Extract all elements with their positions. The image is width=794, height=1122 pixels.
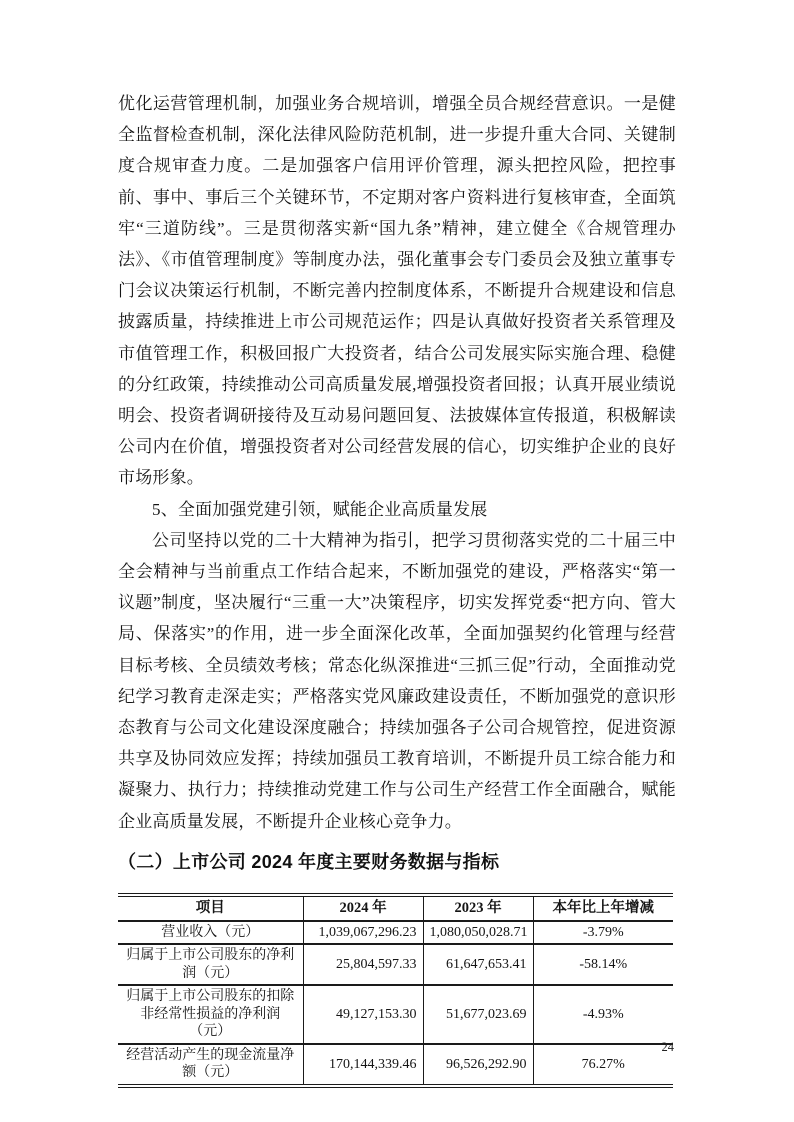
col-header-item: 项目 (118, 895, 303, 921)
section-heading: （二）上市公司 2024 年度主要财务数据与指标 (118, 851, 500, 872)
paragraph-compliance: 优化运营管理机制，加强业务合规培训，增强全员合规经营意识。一是健全监督检查机制，深化法律风险防范机制，进一步提升重大合同、关键制度合规审查力度。二是加强客户信用评价管理，源头把控风险，把控事前、事中、事后三个关键环节，不定期对客户资料进行复核审查，全面筑牢“三道防线”。三是贯彻落实新“国九条”精神，建立健全《合规管理办法》、《市值管理制度》等制度办法，强化董事会专门委员会及独立董事专门会议决策运行机制，不断完善内控制度体系，不断提升合规建设和信息披露质量，持续推进上市公司规范运作；四是认真做好投资者关系管理及市值管理工作，积极回报广大投资者，结合公司发展实际实施合理、稳健的分红政策，持续推动公司高质量发展,增强投资者回报；认真开展业绩说明会、投资者调研接待及互动易问题回复、法披媒体宣传报道，积极解读公司内在价值，增强投资者对公司经营发展的信心，切实维护企业的良好市场形象。 (118, 94, 676, 488)
row-label: 营业收入（元） (118, 921, 303, 945)
value-2024: 1,039,067,296.23 (303, 921, 423, 945)
col-header-yoy-change: 本年比上年增减 (533, 895, 673, 921)
row-label: 归属于上市公司股东的扣除非经常性损益的净利润（元） (118, 985, 303, 1044)
paragraph-party-building: 公司坚持以党的二十大精神为指引，把学习贯彻落实党的二十届三中全会精神与当前重点工作结合起来，不断加强党的建设，严格落实“第一议题”制度，坚决履行“三重一大”决策程序，切实发挥党委“把方向、管大局、保落实”的作用，进一步全面深化改革，全面加强契约化管理与经营目标考核、全员绩效考核；常态化纵深推进“三抓三促”行动，全面推动党纪学习教育走深走实；严格落实党风廉政建设责任，不断加强党的意识形态教育与公司文化建设深度融合；持续加强各子公司合规管控，促进资源共享及协同效应发挥；持续加强员工教育培训，不断提升员工综合能力和凝聚力、执行力；持续推动党建工作与公司生产经营工作全面融合，赋能企业高质量发展，不断提升企业核心竞争力。 (118, 530, 676, 831)
value-2023: 61,647,653.41 (423, 944, 533, 985)
value-yoy: -4.93% (533, 985, 673, 1044)
row-label: 归属于上市公司股东的净利润（元） (118, 944, 303, 985)
table-row-net-profit (118, 944, 673, 985)
table-row-operating-cash-flow (118, 1044, 673, 1086)
page-number: 24 (661, 1040, 674, 1054)
financial-data-table (118, 893, 673, 1088)
value-2024: 25,804,597.33 (303, 944, 423, 985)
table-row-revenue (118, 921, 673, 945)
table-header-row (118, 895, 673, 921)
value-yoy: -3.79% (533, 921, 673, 945)
value-2024: 170,144,339.46 (303, 1044, 423, 1086)
row-label: 经营活动产生的现金流量净额（元） (118, 1044, 303, 1086)
value-yoy: 76.27% (533, 1044, 673, 1086)
value-2023: 51,677,023.69 (423, 985, 533, 1044)
value-2023: 96,526,292.90 (423, 1044, 533, 1086)
value-2023: 1,080,050,028.71 (423, 921, 533, 945)
page-content (118, 88, 676, 1088)
value-2024: 49,127,153.30 (303, 985, 423, 1044)
value-yoy: -58.14% (533, 944, 673, 985)
table-row-net-profit-excl-nonrecurring (118, 985, 673, 1044)
col-header-2024: 2024 年 (303, 895, 423, 921)
col-header-2023: 2023 年 (423, 895, 533, 921)
item-5-heading: 5、全面加强党建引领，赋能企业高质量发展 (152, 499, 488, 519)
